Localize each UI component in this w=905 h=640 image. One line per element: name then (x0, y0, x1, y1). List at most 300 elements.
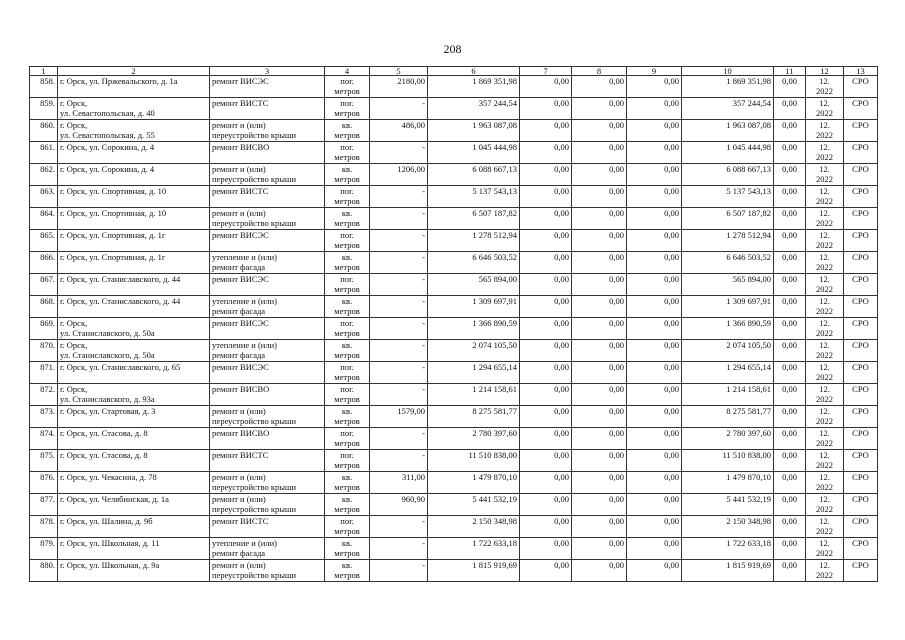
quantity-cell: - (370, 98, 428, 120)
table-row (30, 274, 878, 296)
work-type-line: ремонт и (или) (212, 208, 266, 218)
period-line: 2022 (816, 262, 833, 272)
period-line: 12. (819, 230, 830, 240)
total-cost-cell: 6 088 667,13 (428, 164, 520, 186)
cost-col8-cell: 0,00 (572, 384, 627, 406)
cost-col10-cell: 8 275 581,77 (682, 406, 774, 428)
cost-col7-cell: 0,00 (520, 560, 572, 582)
unit-line: пог. (340, 98, 354, 108)
table-row (30, 428, 878, 450)
unit-cell (325, 538, 370, 560)
work-type-cell (210, 450, 325, 472)
quantity-cell: 1579,00 (370, 406, 428, 428)
column-number-7: 7 (520, 67, 572, 76)
work-type-cell (210, 472, 325, 494)
cost-col11-cell: 0,00 (774, 516, 806, 538)
table-row (30, 208, 878, 230)
cost-col9-cell: 0,00 (627, 76, 682, 98)
address-cell (58, 472, 210, 494)
unit-cell (325, 450, 370, 472)
cost-col11-cell: 0,00 (774, 362, 806, 384)
unit-line: метров (334, 438, 360, 448)
address-line: г. Орск, ул. Стасова, д. 8 (60, 428, 148, 438)
row-number-cell: 862. (30, 164, 58, 186)
address-line: г. Орск, ул. Станиславского, д. 44 (60, 296, 181, 306)
work-type-line: ремонт и (или) (212, 472, 266, 482)
cost-col11-cell: 0,00 (774, 472, 806, 494)
address-cell (58, 406, 210, 428)
quantity-cell: - (370, 362, 428, 384)
executor-cell: СРО (844, 164, 878, 186)
work-type-cell (210, 120, 325, 142)
cost-col10-cell: 565 894,00 (682, 274, 774, 296)
cost-col7-cell: 0,00 (520, 274, 572, 296)
quantity-cell: - (370, 208, 428, 230)
cost-col9-cell: 0,00 (627, 362, 682, 384)
period-line: 2022 (816, 350, 833, 360)
total-cost-cell: 1 214 158,61 (428, 384, 520, 406)
unit-line: пог. (340, 450, 354, 460)
unit-cell (325, 362, 370, 384)
unit-line: метров (334, 548, 360, 558)
cost-col10-cell: 1 479 870,10 (682, 472, 774, 494)
cost-col10-cell: 1 278 512,94 (682, 230, 774, 252)
quantity-cell: - (370, 230, 428, 252)
cost-col11-cell: 0,00 (774, 538, 806, 560)
quantity-cell: - (370, 516, 428, 538)
address-cell (58, 428, 210, 450)
executor-cell: СРО (844, 340, 878, 362)
row-number-cell: 865. (30, 230, 58, 252)
row-number-cell: 864. (30, 208, 58, 230)
address-cell (58, 318, 210, 340)
work-type-line: ремонт ВИСТС (212, 98, 269, 108)
period-line: 12. (819, 494, 830, 504)
cost-col8-cell: 0,00 (572, 230, 627, 252)
cost-col8-cell: 0,00 (572, 274, 627, 296)
unit-cell (325, 208, 370, 230)
cost-col11-cell: 0,00 (774, 560, 806, 582)
period-line: 12. (819, 120, 830, 130)
work-type-line: ремонт фасада (212, 548, 266, 558)
total-cost-cell: 357 244,54 (428, 98, 520, 120)
cost-col7-cell: 0,00 (520, 362, 572, 384)
table-row (30, 362, 878, 384)
unit-line: метров (334, 262, 360, 272)
cost-col10-cell: 1 366 890,59 (682, 318, 774, 340)
unit-line: метров (334, 394, 360, 404)
unit-line: пог. (340, 428, 354, 438)
cost-col10-cell: 5 441 532,19 (682, 494, 774, 516)
work-type-line: ремонт и (или) (212, 494, 266, 504)
period-line: 2022 (816, 394, 833, 404)
unit-line: метров (334, 372, 360, 382)
work-type-line: ремонт ВИСТС (212, 186, 269, 196)
address-line: г. Орск, ул. Спортивная, д. 10 (60, 186, 167, 196)
period-cell (806, 208, 844, 230)
row-number-cell: 877. (30, 494, 58, 516)
address-line: г. Орск, ул. Стасова, д. 8 (60, 450, 148, 460)
total-cost-cell: 1 309 697,91 (428, 296, 520, 318)
cost-col9-cell: 0,00 (627, 98, 682, 120)
address-cell (58, 76, 210, 98)
period-line: 12. (819, 538, 830, 548)
cost-col7-cell: 0,00 (520, 76, 572, 98)
address-line: г. Орск, ул. Шалина, д. 9б (60, 516, 153, 526)
work-type-cell (210, 494, 325, 516)
total-cost-cell: 1 963 087,08 (428, 120, 520, 142)
work-type-line: утепление и (или) (212, 296, 277, 306)
executor-cell: СРО (844, 516, 878, 538)
repair-registry-table (29, 66, 878, 582)
work-type-cell (210, 560, 325, 582)
period-line: 2022 (816, 284, 833, 294)
unit-line: метров (334, 86, 360, 96)
unit-line: пог. (340, 362, 354, 372)
row-number-cell: 871. (30, 362, 58, 384)
row-number-cell: 867. (30, 274, 58, 296)
unit-line: метров (334, 240, 360, 250)
total-cost-cell: 1 869 351,98 (428, 76, 520, 98)
work-type-cell (210, 428, 325, 450)
page-number: 208 (443, 42, 462, 56)
period-line: 2022 (816, 482, 833, 492)
address-cell (58, 384, 210, 406)
cost-col11-cell: 0,00 (774, 428, 806, 450)
unit-line: кв. (341, 472, 353, 482)
unit-cell (325, 98, 370, 120)
work-type-cell (210, 318, 325, 340)
work-type-cell (210, 340, 325, 362)
cost-col9-cell: 0,00 (627, 538, 682, 560)
period-cell (806, 230, 844, 252)
unit-line: пог. (340, 76, 354, 86)
cost-col10-cell: 1 869 351,98 (682, 76, 774, 98)
work-type-line: утепление и (или) (212, 340, 277, 350)
cost-col7-cell: 0,00 (520, 208, 572, 230)
cost-col10-cell: 2 780 397,60 (682, 428, 774, 450)
row-number-cell: 868. (30, 296, 58, 318)
table-row (30, 516, 878, 538)
period-line: 2022 (816, 306, 833, 316)
cost-col7-cell: 0,00 (520, 538, 572, 560)
unit-line: метров (334, 504, 360, 514)
cost-col9-cell: 0,00 (627, 450, 682, 472)
table-row (30, 98, 878, 120)
period-line: 12. (819, 516, 830, 526)
unit-line: кв. (341, 406, 353, 416)
period-line: 2022 (816, 174, 833, 184)
quantity-cell: - (370, 186, 428, 208)
address-cell (58, 252, 210, 274)
address-line: г. Орск, (60, 384, 88, 394)
total-cost-cell: 6 646 503,52 (428, 252, 520, 274)
address-line: г. Орск, ул. Пржевальского, д. 1а (60, 76, 178, 86)
total-cost-cell: 1 294 655,14 (428, 362, 520, 384)
unit-cell (325, 296, 370, 318)
work-type-line: ремонт ВИСТС (212, 450, 269, 460)
cost-col7-cell: 0,00 (520, 428, 572, 450)
address-line: г. Орск, ул. Школьная, д. 11 (60, 538, 160, 548)
cost-col7-cell: 0,00 (520, 318, 572, 340)
work-type-line: ремонт ВИСТС (212, 516, 269, 526)
work-type-line: переустройство крыши (212, 570, 297, 580)
unit-line: пог. (340, 384, 354, 394)
cost-col10-cell: 2 074 105,50 (682, 340, 774, 362)
unit-line: метров (334, 196, 360, 206)
cost-col8-cell: 0,00 (572, 428, 627, 450)
work-type-line: утепление и (или) (212, 252, 277, 262)
period-line: 12. (819, 142, 830, 152)
work-type-line: ремонт и (или) (212, 164, 266, 174)
cost-col7-cell: 0,00 (520, 516, 572, 538)
period-line: 12. (819, 472, 830, 482)
cost-col10-cell: 11 510 838,00 (682, 450, 774, 472)
work-type-line: ремонт фасада (212, 306, 266, 316)
address-cell (58, 98, 210, 120)
column-number-9: 9 (627, 67, 682, 76)
cost-col7-cell: 0,00 (520, 252, 572, 274)
unit-line: кв. (341, 538, 353, 548)
cost-col8-cell: 0,00 (572, 340, 627, 362)
executor-cell: СРО (844, 274, 878, 296)
period-cell (806, 362, 844, 384)
cost-col8-cell: 0,00 (572, 560, 627, 582)
column-number-6: 6 (428, 67, 520, 76)
unit-cell (325, 142, 370, 164)
row-number-cell: 876. (30, 472, 58, 494)
unit-line: метров (334, 284, 360, 294)
period-cell (806, 318, 844, 340)
work-type-cell (210, 384, 325, 406)
total-cost-cell: 565 894,00 (428, 274, 520, 296)
cost-col9-cell: 0,00 (627, 230, 682, 252)
address-cell (58, 362, 210, 384)
table-row (30, 494, 878, 516)
cost-col8-cell: 0,00 (572, 494, 627, 516)
cost-col11-cell: 0,00 (774, 76, 806, 98)
row-number-cell: 870. (30, 340, 58, 362)
table-row (30, 142, 878, 164)
unit-cell (325, 230, 370, 252)
cost-col10-cell: 1 214 158,61 (682, 384, 774, 406)
unit-line: кв. (341, 120, 353, 130)
period-line: 12. (819, 384, 830, 394)
period-line: 2022 (816, 548, 833, 558)
column-number-5: 5 (370, 67, 428, 76)
cost-col11-cell: 0,00 (774, 142, 806, 164)
executor-cell: СРО (844, 98, 878, 120)
work-type-line: переустройство крыши (212, 416, 297, 426)
cost-col9-cell: 0,00 (627, 274, 682, 296)
executor-cell: СРО (844, 472, 878, 494)
work-type-cell (210, 296, 325, 318)
total-cost-cell: 5 137 543,13 (428, 186, 520, 208)
cost-col9-cell: 0,00 (627, 208, 682, 230)
total-cost-cell: 1 045 444,98 (428, 142, 520, 164)
executor-cell: СРО (844, 296, 878, 318)
period-line: 2022 (816, 504, 833, 514)
cost-col9-cell: 0,00 (627, 296, 682, 318)
work-type-line: ремонт ВИСВО (212, 142, 270, 152)
column-number-12: 12 (806, 67, 844, 76)
table-row (30, 76, 878, 98)
table-row (30, 296, 878, 318)
executor-cell: СРО (844, 142, 878, 164)
period-line: 12. (819, 296, 830, 306)
executor-cell: СРО (844, 76, 878, 98)
cost-col8-cell: 0,00 (572, 362, 627, 384)
cost-col9-cell: 0,00 (627, 428, 682, 450)
total-cost-cell: 1 722 633,18 (428, 538, 520, 560)
cost-col7-cell: 0,00 (520, 142, 572, 164)
cost-col11-cell: 0,00 (774, 318, 806, 340)
table-row (30, 450, 878, 472)
period-line: 2022 (816, 526, 833, 536)
unit-line: кв. (341, 560, 353, 570)
period-line: 12. (819, 362, 830, 372)
period-cell (806, 296, 844, 318)
table-row (30, 472, 878, 494)
cost-col9-cell: 0,00 (627, 494, 682, 516)
row-number-cell: 863. (30, 186, 58, 208)
work-type-cell (210, 406, 325, 428)
unit-line: метров (334, 460, 360, 470)
column-number-8: 8 (572, 67, 627, 76)
executor-cell: СРО (844, 208, 878, 230)
quantity-cell: - (370, 538, 428, 560)
work-type-cell (210, 274, 325, 296)
quantity-cell: - (370, 252, 428, 274)
cost-col9-cell: 0,00 (627, 560, 682, 582)
total-cost-cell: 1 815 919,69 (428, 560, 520, 582)
period-line: 2022 (816, 240, 833, 250)
unit-cell (325, 340, 370, 362)
unit-line: пог. (340, 318, 354, 328)
period-line: 2022 (816, 218, 833, 228)
period-line: 12. (819, 406, 830, 416)
executor-cell: СРО (844, 428, 878, 450)
work-type-line: ремонт ВИСЭС (212, 230, 269, 240)
row-number-cell: 879. (30, 538, 58, 560)
cost-col8-cell: 0,00 (572, 76, 627, 98)
cost-col9-cell: 0,00 (627, 252, 682, 274)
period-line: 12. (819, 208, 830, 218)
total-cost-cell: 6 507 187,82 (428, 208, 520, 230)
executor-cell: СРО (844, 560, 878, 582)
unit-line: метров (334, 482, 360, 492)
quantity-cell: - (370, 428, 428, 450)
unit-cell (325, 428, 370, 450)
cost-col11-cell: 0,00 (774, 164, 806, 186)
unit-line: пог. (340, 186, 354, 196)
address-line: г. Орск, (60, 318, 88, 328)
period-cell (806, 76, 844, 98)
work-type-cell (210, 230, 325, 252)
work-type-cell (210, 98, 325, 120)
work-type-line: переустройство крыши (212, 504, 297, 514)
cost-col8-cell: 0,00 (572, 208, 627, 230)
address-cell (58, 208, 210, 230)
table-row (30, 164, 878, 186)
cost-col11-cell: 0,00 (774, 230, 806, 252)
total-cost-cell: 8 275 581,77 (428, 406, 520, 428)
work-type-line: ремонт ВИСВО (212, 428, 270, 438)
address-cell (58, 186, 210, 208)
work-type-line: ремонт ВИСЭС (212, 318, 269, 328)
work-type-line: переустройство крыши (212, 482, 297, 492)
cost-col9-cell: 0,00 (627, 164, 682, 186)
period-line: 12. (819, 340, 830, 350)
cost-col9-cell: 0,00 (627, 472, 682, 494)
unit-line: пог. (340, 274, 354, 284)
address-cell (58, 230, 210, 252)
period-line: 2022 (816, 130, 833, 140)
executor-cell: СРО (844, 494, 878, 516)
cost-col10-cell: 2 150 348,98 (682, 516, 774, 538)
cost-col10-cell: 357 244,54 (682, 98, 774, 120)
cost-col8-cell: 0,00 (572, 472, 627, 494)
executor-cell: СРО (844, 450, 878, 472)
cost-col11-cell: 0,00 (774, 208, 806, 230)
cost-col7-cell: 0,00 (520, 186, 572, 208)
executor-cell: СРО (844, 186, 878, 208)
table-row (30, 560, 878, 582)
row-number-cell: 861. (30, 142, 58, 164)
address-line: г. Орск, ул. Стартовая, д. 3 (60, 406, 156, 416)
unit-line: кв. (341, 252, 353, 262)
column-number-1: 1 (30, 67, 58, 76)
total-cost-cell: 1 366 890,59 (428, 318, 520, 340)
quantity-cell: - (370, 142, 428, 164)
cost-col11-cell: 0,00 (774, 494, 806, 516)
work-type-line: ремонт ВИСЭС (212, 76, 269, 86)
cost-col7-cell: 0,00 (520, 120, 572, 142)
quantity-cell: - (370, 450, 428, 472)
work-type-line: ремонт фасада (212, 350, 266, 360)
table-row (30, 406, 878, 428)
address-cell (58, 142, 210, 164)
column-number-13: 13 (844, 67, 878, 76)
unit-line: метров (334, 108, 360, 118)
quantity-cell: - (370, 340, 428, 362)
work-type-line: ремонт и (или) (212, 406, 266, 416)
period-line: 12. (819, 252, 830, 262)
quantity-cell: - (370, 274, 428, 296)
column-number-11: 11 (774, 67, 806, 76)
period-line: 12. (819, 274, 830, 284)
unit-cell (325, 472, 370, 494)
address-line: ул. Станиславского, д. 50а (60, 328, 155, 338)
cost-col11-cell: 0,00 (774, 296, 806, 318)
work-type-cell (210, 186, 325, 208)
address-line: г. Орск, ул. Челябинская, д. 1а (60, 494, 169, 504)
period-line: 2022 (816, 372, 833, 382)
address-cell (58, 296, 210, 318)
row-number-cell: 858. (30, 76, 58, 98)
period-line: 2022 (816, 196, 833, 206)
period-cell (806, 384, 844, 406)
total-cost-cell: 1 278 512,94 (428, 230, 520, 252)
period-line: 12. (819, 450, 830, 460)
cost-col8-cell: 0,00 (572, 516, 627, 538)
quantity-cell: - (370, 560, 428, 582)
unit-line: кв. (341, 164, 353, 174)
address-line: г. Орск, ул. Чекасина, д. 78 (60, 472, 157, 482)
work-type-cell (210, 208, 325, 230)
unit-line: метров (334, 570, 360, 580)
period-line: 2022 (816, 328, 833, 338)
